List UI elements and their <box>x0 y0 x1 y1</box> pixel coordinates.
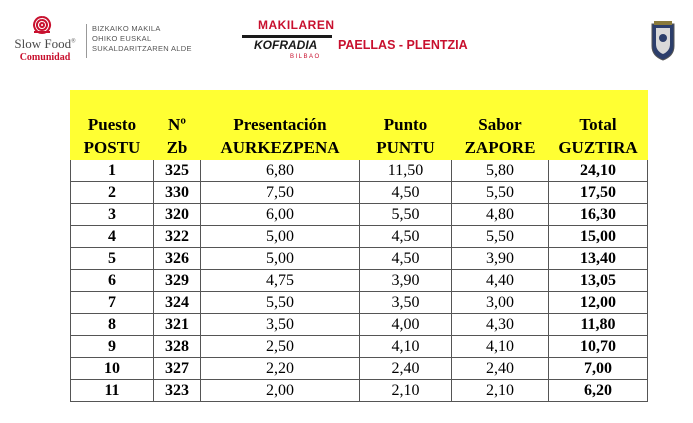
table-cell: 9 <box>71 336 154 358</box>
table-cell: 1 <box>71 160 154 182</box>
page-header <box>0 0 693 80</box>
table-cell: 323 <box>154 380 201 402</box>
table-row <box>71 358 648 380</box>
table-cell: 6 <box>71 270 154 292</box>
table-cell: 4,30 <box>452 314 549 336</box>
col-header: Presentación <box>201 114 360 137</box>
table-cell: 4 <box>71 226 154 248</box>
table-cell: 3,90 <box>360 270 452 292</box>
table-cell: 320 <box>154 204 201 226</box>
cofradia-top-text: MAKILAREN <box>258 18 335 32</box>
header-spacer-row <box>71 91 648 114</box>
table-row <box>71 336 648 358</box>
table-row <box>71 248 648 270</box>
slow-food-caption <box>92 24 192 54</box>
results-table <box>70 90 648 402</box>
table-cell: 2 <box>71 182 154 204</box>
table-cell: 5,00 <box>201 226 360 248</box>
table-row <box>71 226 648 248</box>
table-cell: 4,50 <box>360 182 452 204</box>
table-cell: 322 <box>154 226 201 248</box>
logo-divider <box>86 24 87 58</box>
table-cell: 325 <box>154 160 201 182</box>
table-row <box>71 204 648 226</box>
table-cell: 328 <box>154 336 201 358</box>
table-body <box>71 160 648 402</box>
table-cell: 2,20 <box>201 358 360 380</box>
table-cell: 5,50 <box>360 204 452 226</box>
table-cell: 330 <box>154 182 201 204</box>
table-cell: 2,40 <box>452 358 549 380</box>
table-cell: 5,50 <box>201 292 360 314</box>
header-row-eu <box>71 137 648 160</box>
table-cell: 4,80 <box>452 204 549 226</box>
table-cell: 6,20 <box>549 380 648 402</box>
table-cell: 12,00 <box>549 292 648 314</box>
table-cell: 11,80 <box>549 314 648 336</box>
table-cell: 4,75 <box>201 270 360 292</box>
table-cell: 24,10 <box>549 160 648 182</box>
table-cell: 3 <box>71 204 154 226</box>
table-cell: 5,80 <box>452 160 549 182</box>
col-header: Zb <box>154 137 201 160</box>
table-cell: 5,00 <box>201 248 360 270</box>
table-cell: 321 <box>154 314 201 336</box>
col-header: AURKEZPENA <box>201 137 360 160</box>
table-cell: 5,50 <box>452 226 549 248</box>
table-cell: 13,40 <box>549 248 648 270</box>
table-cell: 4,50 <box>360 248 452 270</box>
table-row <box>71 270 648 292</box>
col-header: Total <box>549 114 648 137</box>
col-header: Punto <box>360 114 452 137</box>
slow-food-logo <box>6 14 84 64</box>
table-cell: 17,50 <box>549 182 648 204</box>
table-row <box>71 380 648 402</box>
table-cell: 3,00 <box>452 292 549 314</box>
table-cell: 8 <box>71 314 154 336</box>
table-cell: 11 <box>71 380 154 402</box>
snail-icon <box>28 14 56 36</box>
table-cell: 326 <box>154 248 201 270</box>
table-cell: 3,50 <box>201 314 360 336</box>
table-cell: 4,40 <box>452 270 549 292</box>
table-cell: 6,00 <box>201 204 360 226</box>
table-cell: 10 <box>71 358 154 380</box>
cofradia-bottom-text: BILBAO <box>290 54 321 60</box>
table-cell: 5 <box>71 248 154 270</box>
event-title: PAELLAS - PLENTZIA <box>338 38 468 52</box>
table-cell: 4,00 <box>360 314 452 336</box>
col-header: PUNTU <box>360 137 452 160</box>
table-cell: 2,50 <box>201 336 360 358</box>
table-cell: 13,05 <box>549 270 648 292</box>
caption-line-2: OHIKO EUSKAL <box>92 34 152 43</box>
table-cell: 10,70 <box>549 336 648 358</box>
col-header: ZAPORE <box>452 137 549 160</box>
header-row-es <box>71 114 648 137</box>
table-cell: 2,40 <box>360 358 452 380</box>
table-cell: 11,50 <box>360 160 452 182</box>
table-cell: 2,10 <box>452 380 549 402</box>
table-row <box>71 160 648 182</box>
table-cell: 327 <box>154 358 201 380</box>
table-cell: 324 <box>154 292 201 314</box>
table-cell: 3,50 <box>360 292 452 314</box>
table-cell: 6,80 <box>201 160 360 182</box>
table-cell: 7,50 <box>201 182 360 204</box>
table-cell: 4,10 <box>452 336 549 358</box>
table-row <box>71 292 648 314</box>
table-cell: 2,00 <box>201 380 360 402</box>
caption-line-1: BIZKAIKO MAKILA <box>92 24 161 33</box>
table-cell: 3,90 <box>452 248 549 270</box>
cofradia-mid-text: KOFRADIA <box>254 38 318 52</box>
col-header: Sabor <box>452 114 549 137</box>
table-cell: 7 <box>71 292 154 314</box>
col-header: Puesto <box>71 114 154 137</box>
table-row <box>71 314 648 336</box>
table-cell: 5,50 <box>452 182 549 204</box>
cofradia-logo <box>240 18 338 70</box>
table-cell: 16,30 <box>549 204 648 226</box>
table-cell: 15,00 <box>549 226 648 248</box>
table-cell: 7,00 <box>549 358 648 380</box>
col-header: Nº <box>154 114 201 137</box>
table-cell: 2,10 <box>360 380 452 402</box>
col-header: POSTU <box>71 137 154 160</box>
slow-food-brand: Slow Food® <box>14 36 76 51</box>
caption-line-3: SUKALDARITZAREN ALDE <box>92 44 192 53</box>
table-cell: 329 <box>154 270 201 292</box>
crest-icon <box>648 20 678 62</box>
table-row <box>71 182 648 204</box>
table-cell: 4,10 <box>360 336 452 358</box>
table-cell: 4,50 <box>360 226 452 248</box>
slow-food-community: Comunidad <box>19 52 71 63</box>
col-header: GUZTIRA <box>549 137 648 160</box>
